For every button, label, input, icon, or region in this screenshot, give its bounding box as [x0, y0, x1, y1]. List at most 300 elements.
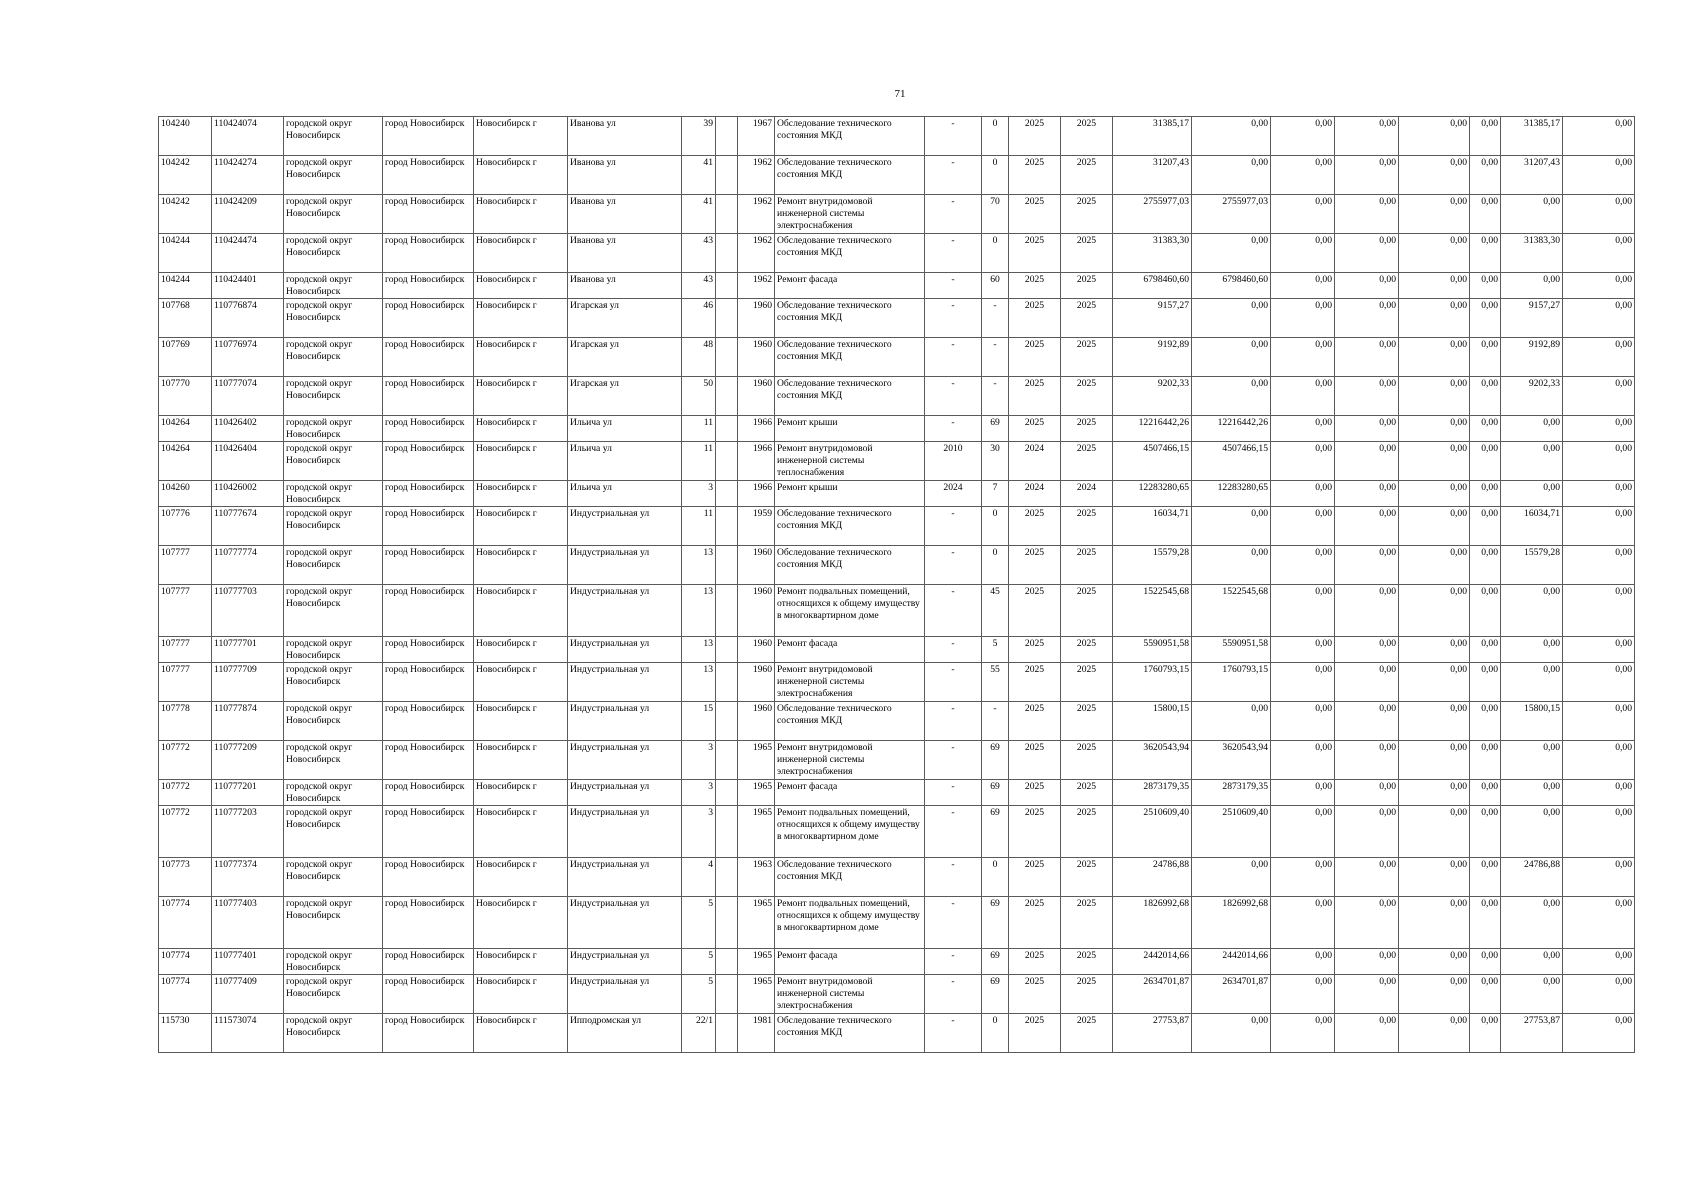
cell-plan-end-year: 2025 [1061, 195, 1113, 234]
cell-object-id: 107778 [159, 702, 212, 741]
cell-last-repair-year: - [925, 663, 982, 702]
cell-last-repair-year: - [925, 806, 982, 858]
cell-street: Иванова ул [568, 117, 682, 156]
cell-plan-start-year: 2025 [1009, 663, 1061, 702]
table-row [159, 156, 1635, 195]
cell-cost-reserve: 0,00 [1563, 585, 1635, 637]
cell-cost-federal: 0,00 [1271, 234, 1335, 273]
cell-city: Новосибирск г [474, 195, 568, 234]
cell-settlement: город Новосибирск [383, 338, 474, 377]
table-row [159, 299, 1635, 338]
cell-object-id: 104242 [159, 195, 212, 234]
cell-object-id: 107772 [159, 780, 212, 806]
cell-municipality: городской округ Новосибирск [284, 585, 383, 637]
cell-year-built: 1960 [738, 637, 775, 663]
cell-municipality: городской округ Новосибирск [284, 338, 383, 377]
cell-cost-regional: 0,00 [1335, 273, 1399, 299]
cell-cost-federal: 0,00 [1271, 481, 1335, 507]
cell-year-built: 1965 [738, 897, 775, 949]
table-row [159, 702, 1635, 741]
cell-municipality: городской округ Новосибирск [284, 273, 383, 299]
cell-cost-federal: 0,00 [1271, 195, 1335, 234]
cell-street: Иванова ул [568, 273, 682, 299]
cell-city: Новосибирск г [474, 273, 568, 299]
cell-house-number: 13 [682, 637, 716, 663]
cell-wear-percent: 60 [982, 273, 1009, 299]
cell-settlement: город Новосибирск [383, 741, 474, 780]
cell-work-type: Обследование технического состояния МКД [775, 507, 925, 546]
cell-plan-start-year: 2025 [1009, 234, 1061, 273]
cell-cost-other: 0,00 [1470, 806, 1501, 858]
cell-work-id: 110777701 [212, 637, 284, 663]
cell-cost-federal: 0,00 [1271, 546, 1335, 585]
cell-cost-fund: 2510609,40 [1192, 806, 1271, 858]
cell-cost-reserve: 0,00 [1563, 195, 1635, 234]
cell-cost-other: 0,00 [1470, 273, 1501, 299]
cell-plan-start-year: 2025 [1009, 546, 1061, 585]
cell-cost-reserve: 0,00 [1563, 117, 1635, 156]
cell-cost-other: 0,00 [1470, 156, 1501, 195]
cell-year-built: 1962 [738, 156, 775, 195]
cell-house-number: 13 [682, 546, 716, 585]
cell-cost-owners: 0,00 [1501, 897, 1563, 949]
cell-cost-other: 0,00 [1470, 442, 1501, 481]
cell-building [716, 377, 738, 416]
cell-cost-reserve: 0,00 [1563, 299, 1635, 338]
cell-last-repair-year: - [925, 585, 982, 637]
cell-cost-reserve: 0,00 [1563, 377, 1635, 416]
cell-city: Новосибирск г [474, 117, 568, 156]
cell-cost-regional: 0,00 [1335, 117, 1399, 156]
cell-last-repair-year: - [925, 273, 982, 299]
cell-total-cost: 9202,33 [1113, 377, 1192, 416]
table-row [159, 546, 1635, 585]
cell-plan-end-year: 2025 [1061, 1014, 1113, 1053]
cell-cost-local: 0,00 [1399, 806, 1470, 858]
cell-municipality: городской округ Новосибирск [284, 741, 383, 780]
cell-city: Новосибирск г [474, 858, 568, 897]
cell-cost-fund: 2442014,66 [1192, 949, 1271, 975]
cell-cost-local: 0,00 [1399, 377, 1470, 416]
cell-street: Индустриальная ул [568, 585, 682, 637]
cell-street: Иванова ул [568, 195, 682, 234]
cell-cost-fund: 4507466,15 [1192, 442, 1271, 481]
cell-year-built: 1967 [738, 117, 775, 156]
cell-cost-reserve: 0,00 [1563, 858, 1635, 897]
cell-street: Индустриальная ул [568, 949, 682, 975]
table-row [159, 481, 1635, 507]
cell-street: Индустриальная ул [568, 702, 682, 741]
cell-cost-local: 0,00 [1399, 117, 1470, 156]
cell-cost-owners: 15800,15 [1501, 702, 1563, 741]
cell-street: Индустриальная ул [568, 806, 682, 858]
cell-cost-local: 0,00 [1399, 507, 1470, 546]
cell-plan-end-year: 2025 [1061, 741, 1113, 780]
cell-cost-owners: 16034,71 [1501, 507, 1563, 546]
cell-settlement: город Новосибирск [383, 442, 474, 481]
cell-cost-other: 0,00 [1470, 377, 1501, 416]
cell-street: Индустриальная ул [568, 897, 682, 949]
cell-cost-owners: 0,00 [1501, 195, 1563, 234]
table-row [159, 273, 1635, 299]
cell-settlement: город Новосибирск [383, 117, 474, 156]
cell-building [716, 234, 738, 273]
capital-repair-table [158, 116, 1635, 1053]
cell-plan-end-year: 2025 [1061, 507, 1113, 546]
cell-building [716, 806, 738, 858]
cell-house-number: 39 [682, 117, 716, 156]
cell-building [716, 741, 738, 780]
cell-wear-percent: 45 [982, 585, 1009, 637]
cell-work-id: 110777709 [212, 663, 284, 702]
cell-cost-regional: 0,00 [1335, 858, 1399, 897]
cell-city: Новосибирск г [474, 156, 568, 195]
cell-wear-percent: - [982, 299, 1009, 338]
cell-city: Новосибирск г [474, 1014, 568, 1053]
cell-cost-federal: 0,00 [1271, 858, 1335, 897]
cell-cost-local: 0,00 [1399, 338, 1470, 377]
cell-cost-local: 0,00 [1399, 780, 1470, 806]
cell-work-id: 110426404 [212, 442, 284, 481]
cell-street: Ипподромская ул [568, 1014, 682, 1053]
cell-cost-fund: 0,00 [1192, 234, 1271, 273]
cell-plan-start-year: 2025 [1009, 416, 1061, 442]
cell-plan-start-year: 2025 [1009, 273, 1061, 299]
cell-municipality: городской округ Новосибирск [284, 507, 383, 546]
cell-work-id: 110424209 [212, 195, 284, 234]
cell-year-built: 1960 [738, 299, 775, 338]
cell-building [716, 975, 738, 1014]
cell-municipality: городской округ Новосибирск [284, 975, 383, 1014]
cell-cost-local: 0,00 [1399, 702, 1470, 741]
cell-plan-end-year: 2025 [1061, 156, 1113, 195]
cell-city: Новосибирск г [474, 637, 568, 663]
cell-cost-fund: 12283280,65 [1192, 481, 1271, 507]
cell-year-built: 1963 [738, 858, 775, 897]
table-row [159, 663, 1635, 702]
cell-work-type: Обследование технического состояния МКД [775, 377, 925, 416]
cell-cost-owners: 0,00 [1501, 741, 1563, 780]
cell-plan-end-year: 2025 [1061, 663, 1113, 702]
cell-total-cost: 4507466,15 [1113, 442, 1192, 481]
cell-cost-other: 0,00 [1470, 637, 1501, 663]
cell-settlement: город Новосибирск [383, 234, 474, 273]
cell-cost-reserve: 0,00 [1563, 741, 1635, 780]
cell-year-built: 1981 [738, 1014, 775, 1053]
table-row [159, 338, 1635, 377]
cell-last-repair-year: - [925, 156, 982, 195]
cell-cost-regional: 0,00 [1335, 377, 1399, 416]
cell-last-repair-year: - [925, 338, 982, 377]
cell-plan-start-year: 2025 [1009, 507, 1061, 546]
cell-cost-federal: 0,00 [1271, 897, 1335, 949]
cell-total-cost: 9192,89 [1113, 338, 1192, 377]
cell-plan-end-year: 2024 [1061, 481, 1113, 507]
cell-plan-start-year: 2025 [1009, 702, 1061, 741]
cell-wear-percent: 69 [982, 780, 1009, 806]
cell-street: Игарская ул [568, 299, 682, 338]
cell-building [716, 585, 738, 637]
cell-city: Новосибирск г [474, 442, 568, 481]
cell-cost-other: 0,00 [1470, 897, 1501, 949]
cell-work-type: Ремонт внутридомовой инженерной системы теплоснабжения [775, 442, 925, 481]
cell-house-number: 3 [682, 481, 716, 507]
cell-wear-percent: 69 [982, 741, 1009, 780]
cell-municipality: городской округ Новосибирск [284, 949, 383, 975]
cell-cost-reserve: 0,00 [1563, 338, 1635, 377]
cell-plan-start-year: 2025 [1009, 780, 1061, 806]
cell-plan-start-year: 2025 [1009, 975, 1061, 1014]
cell-cost-regional: 0,00 [1335, 234, 1399, 273]
cell-last-repair-year: - [925, 117, 982, 156]
cell-work-type: Ремонт подвальных помещений, относящихся к общему имуществу в многоквартирном доме [775, 585, 925, 637]
cell-cost-regional: 0,00 [1335, 507, 1399, 546]
cell-cost-local: 0,00 [1399, 663, 1470, 702]
cell-cost-owners: 31207,43 [1501, 156, 1563, 195]
cell-total-cost: 2510609,40 [1113, 806, 1192, 858]
table-row [159, 442, 1635, 481]
cell-cost-owners: 9157,27 [1501, 299, 1563, 338]
cell-total-cost: 31385,17 [1113, 117, 1192, 156]
cell-work-id: 110777401 [212, 949, 284, 975]
cell-work-id: 110777201 [212, 780, 284, 806]
cell-house-number: 5 [682, 949, 716, 975]
cell-cost-fund: 0,00 [1192, 377, 1271, 416]
cell-object-id: 104264 [159, 416, 212, 442]
cell-municipality: городской округ Новосибирск [284, 858, 383, 897]
cell-work-type: Обследование технического состояния МКД [775, 117, 925, 156]
cell-object-id: 107774 [159, 897, 212, 949]
cell-cost-local: 0,00 [1399, 156, 1470, 195]
cell-cost-owners: 31383,30 [1501, 234, 1563, 273]
cell-wear-percent: 69 [982, 897, 1009, 949]
cell-city: Новосибирск г [474, 338, 568, 377]
cell-wear-percent: 69 [982, 975, 1009, 1014]
cell-work-id: 110777874 [212, 702, 284, 741]
cell-building [716, 195, 738, 234]
cell-work-type: Ремонт фасада [775, 273, 925, 299]
cell-cost-federal: 0,00 [1271, 975, 1335, 1014]
cell-cost-federal: 0,00 [1271, 1014, 1335, 1053]
cell-cost-regional: 0,00 [1335, 1014, 1399, 1053]
cell-cost-fund: 1760793,15 [1192, 663, 1271, 702]
table-row [159, 234, 1635, 273]
cell-settlement: город Новосибирск [383, 481, 474, 507]
cell-cost-fund: 0,00 [1192, 1014, 1271, 1053]
cell-settlement: город Новосибирск [383, 858, 474, 897]
cell-work-id: 110424401 [212, 273, 284, 299]
cell-work-type: Ремонт крыши [775, 481, 925, 507]
cell-work-id: 110424474 [212, 234, 284, 273]
cell-plan-end-year: 2025 [1061, 546, 1113, 585]
cell-total-cost: 1826992,68 [1113, 897, 1192, 949]
cell-work-id: 110777674 [212, 507, 284, 546]
cell-cost-other: 0,00 [1470, 234, 1501, 273]
cell-plan-start-year: 2025 [1009, 897, 1061, 949]
cell-municipality: городской округ Новосибирск [284, 156, 383, 195]
cell-plan-start-year: 2025 [1009, 585, 1061, 637]
cell-last-repair-year: 2024 [925, 481, 982, 507]
cell-last-repair-year: - [925, 741, 982, 780]
cell-wear-percent: 0 [982, 117, 1009, 156]
cell-cost-owners: 31385,17 [1501, 117, 1563, 156]
cell-cost-federal: 0,00 [1271, 442, 1335, 481]
cell-work-type: Обследование технического состояния МКД [775, 156, 925, 195]
cell-cost-fund: 0,00 [1192, 546, 1271, 585]
cell-municipality: городской округ Новосибирск [284, 377, 383, 416]
cell-cost-owners: 0,00 [1501, 806, 1563, 858]
cell-cost-regional: 0,00 [1335, 442, 1399, 481]
cell-street: Игарская ул [568, 377, 682, 416]
cell-building [716, 702, 738, 741]
cell-object-id: 104244 [159, 234, 212, 273]
cell-work-id: 110777703 [212, 585, 284, 637]
cell-object-id: 107772 [159, 741, 212, 780]
cell-cost-federal: 0,00 [1271, 663, 1335, 702]
cell-cost-other: 0,00 [1470, 741, 1501, 780]
cell-cost-owners: 0,00 [1501, 585, 1563, 637]
cell-city: Новосибирск г [474, 949, 568, 975]
cell-total-cost: 2873179,35 [1113, 780, 1192, 806]
cell-cost-other: 0,00 [1470, 585, 1501, 637]
cell-cost-owners: 0,00 [1501, 481, 1563, 507]
cell-cost-regional: 0,00 [1335, 195, 1399, 234]
cell-work-type: Обследование технического состояния МКД [775, 338, 925, 377]
cell-building [716, 546, 738, 585]
cell-municipality: городской округ Новосибирск [284, 546, 383, 585]
cell-cost-local: 0,00 [1399, 637, 1470, 663]
cell-cost-local: 0,00 [1399, 858, 1470, 897]
cell-building [716, 416, 738, 442]
cell-cost-reserve: 0,00 [1563, 897, 1635, 949]
cell-cost-local: 0,00 [1399, 442, 1470, 481]
cell-cost-local: 0,00 [1399, 949, 1470, 975]
cell-year-built: 1965 [738, 975, 775, 1014]
cell-house-number: 3 [682, 780, 716, 806]
table-row [159, 806, 1635, 858]
cell-plan-start-year: 2025 [1009, 637, 1061, 663]
cell-settlement: город Новосибирск [383, 1014, 474, 1053]
cell-city: Новосибирск г [474, 741, 568, 780]
cell-cost-regional: 0,00 [1335, 156, 1399, 195]
cell-cost-other: 0,00 [1470, 338, 1501, 377]
cell-work-type: Ремонт подвальных помещений, относящихся к общему имуществу в многоквартирном доме [775, 806, 925, 858]
cell-cost-federal: 0,00 [1271, 585, 1335, 637]
cell-cost-other: 0,00 [1470, 663, 1501, 702]
cell-cost-reserve: 0,00 [1563, 949, 1635, 975]
cell-cost-other: 0,00 [1470, 1014, 1501, 1053]
cell-total-cost: 5590951,58 [1113, 637, 1192, 663]
cell-cost-owners: 27753,87 [1501, 1014, 1563, 1053]
cell-work-id: 110776874 [212, 299, 284, 338]
cell-last-repair-year: - [925, 416, 982, 442]
cell-house-number: 11 [682, 442, 716, 481]
cell-settlement: город Новосибирск [383, 156, 474, 195]
cell-street: Ильича ул [568, 481, 682, 507]
cell-cost-regional: 0,00 [1335, 780, 1399, 806]
cell-plan-end-year: 2025 [1061, 897, 1113, 949]
cell-cost-fund: 0,00 [1192, 702, 1271, 741]
cell-work-type: Ремонт подвальных помещений, относящихся к общему имуществу в многоквартирном доме [775, 897, 925, 949]
cell-year-built: 1960 [738, 546, 775, 585]
cell-building [716, 1014, 738, 1053]
cell-plan-start-year: 2025 [1009, 858, 1061, 897]
cell-cost-reserve: 0,00 [1563, 481, 1635, 507]
cell-object-id: 107777 [159, 546, 212, 585]
cell-year-built: 1960 [738, 585, 775, 637]
cell-year-built: 1965 [738, 780, 775, 806]
cell-plan-end-year: 2025 [1061, 377, 1113, 416]
cell-total-cost: 6798460,60 [1113, 273, 1192, 299]
cell-cost-fund: 0,00 [1192, 507, 1271, 546]
cell-total-cost: 31383,30 [1113, 234, 1192, 273]
cell-cost-fund: 12216442,26 [1192, 416, 1271, 442]
cell-work-id: 110426002 [212, 481, 284, 507]
cell-work-id: 110424274 [212, 156, 284, 195]
cell-object-id: 104264 [159, 442, 212, 481]
cell-cost-reserve: 0,00 [1563, 637, 1635, 663]
cell-cost-other: 0,00 [1470, 195, 1501, 234]
cell-object-id: 107777 [159, 637, 212, 663]
cell-cost-local: 0,00 [1399, 234, 1470, 273]
cell-cost-regional: 0,00 [1335, 949, 1399, 975]
cell-street: Индустриальная ул [568, 741, 682, 780]
cell-city: Новосибирск г [474, 702, 568, 741]
cell-wear-percent: 70 [982, 195, 1009, 234]
cell-year-built: 1960 [738, 338, 775, 377]
cell-plan-start-year: 2025 [1009, 949, 1061, 975]
cell-work-id: 110426402 [212, 416, 284, 442]
cell-house-number: 11 [682, 507, 716, 546]
cell-cost-regional: 0,00 [1335, 338, 1399, 377]
cell-year-built: 1966 [738, 442, 775, 481]
cell-year-built: 1962 [738, 234, 775, 273]
cell-cost-local: 0,00 [1399, 897, 1470, 949]
cell-municipality: городской округ Новосибирск [284, 1014, 383, 1053]
cell-total-cost: 9157,27 [1113, 299, 1192, 338]
cell-year-built: 1966 [738, 481, 775, 507]
table-row [159, 117, 1635, 156]
cell-year-built: 1966 [738, 416, 775, 442]
cell-last-repair-year: - [925, 897, 982, 949]
cell-total-cost: 16034,71 [1113, 507, 1192, 546]
cell-total-cost: 27753,87 [1113, 1014, 1192, 1053]
cell-plan-start-year: 2025 [1009, 1014, 1061, 1053]
cell-cost-owners: 0,00 [1501, 663, 1563, 702]
cell-cost-reserve: 0,00 [1563, 780, 1635, 806]
cell-last-repair-year: 2010 [925, 442, 982, 481]
cell-work-type: Обследование технического состояния МКД [775, 858, 925, 897]
cell-cost-local: 0,00 [1399, 546, 1470, 585]
cell-house-number: 3 [682, 806, 716, 858]
cell-cost-federal: 0,00 [1271, 949, 1335, 975]
cell-plan-end-year: 2025 [1061, 806, 1113, 858]
cell-settlement: город Новосибирск [383, 377, 474, 416]
cell-work-type: Ремонт крыши [775, 416, 925, 442]
cell-work-id: 110777203 [212, 806, 284, 858]
cell-wear-percent: 30 [982, 442, 1009, 481]
cell-building [716, 156, 738, 195]
cell-house-number: 5 [682, 975, 716, 1014]
cell-object-id: 107777 [159, 585, 212, 637]
cell-cost-federal: 0,00 [1271, 117, 1335, 156]
cell-total-cost: 15579,28 [1113, 546, 1192, 585]
cell-work-type: Обследование технического состояния МКД [775, 1014, 925, 1053]
cell-wear-percent: 55 [982, 663, 1009, 702]
cell-total-cost: 3620543,94 [1113, 741, 1192, 780]
cell-object-id: 104242 [159, 156, 212, 195]
cell-total-cost: 15800,15 [1113, 702, 1192, 741]
